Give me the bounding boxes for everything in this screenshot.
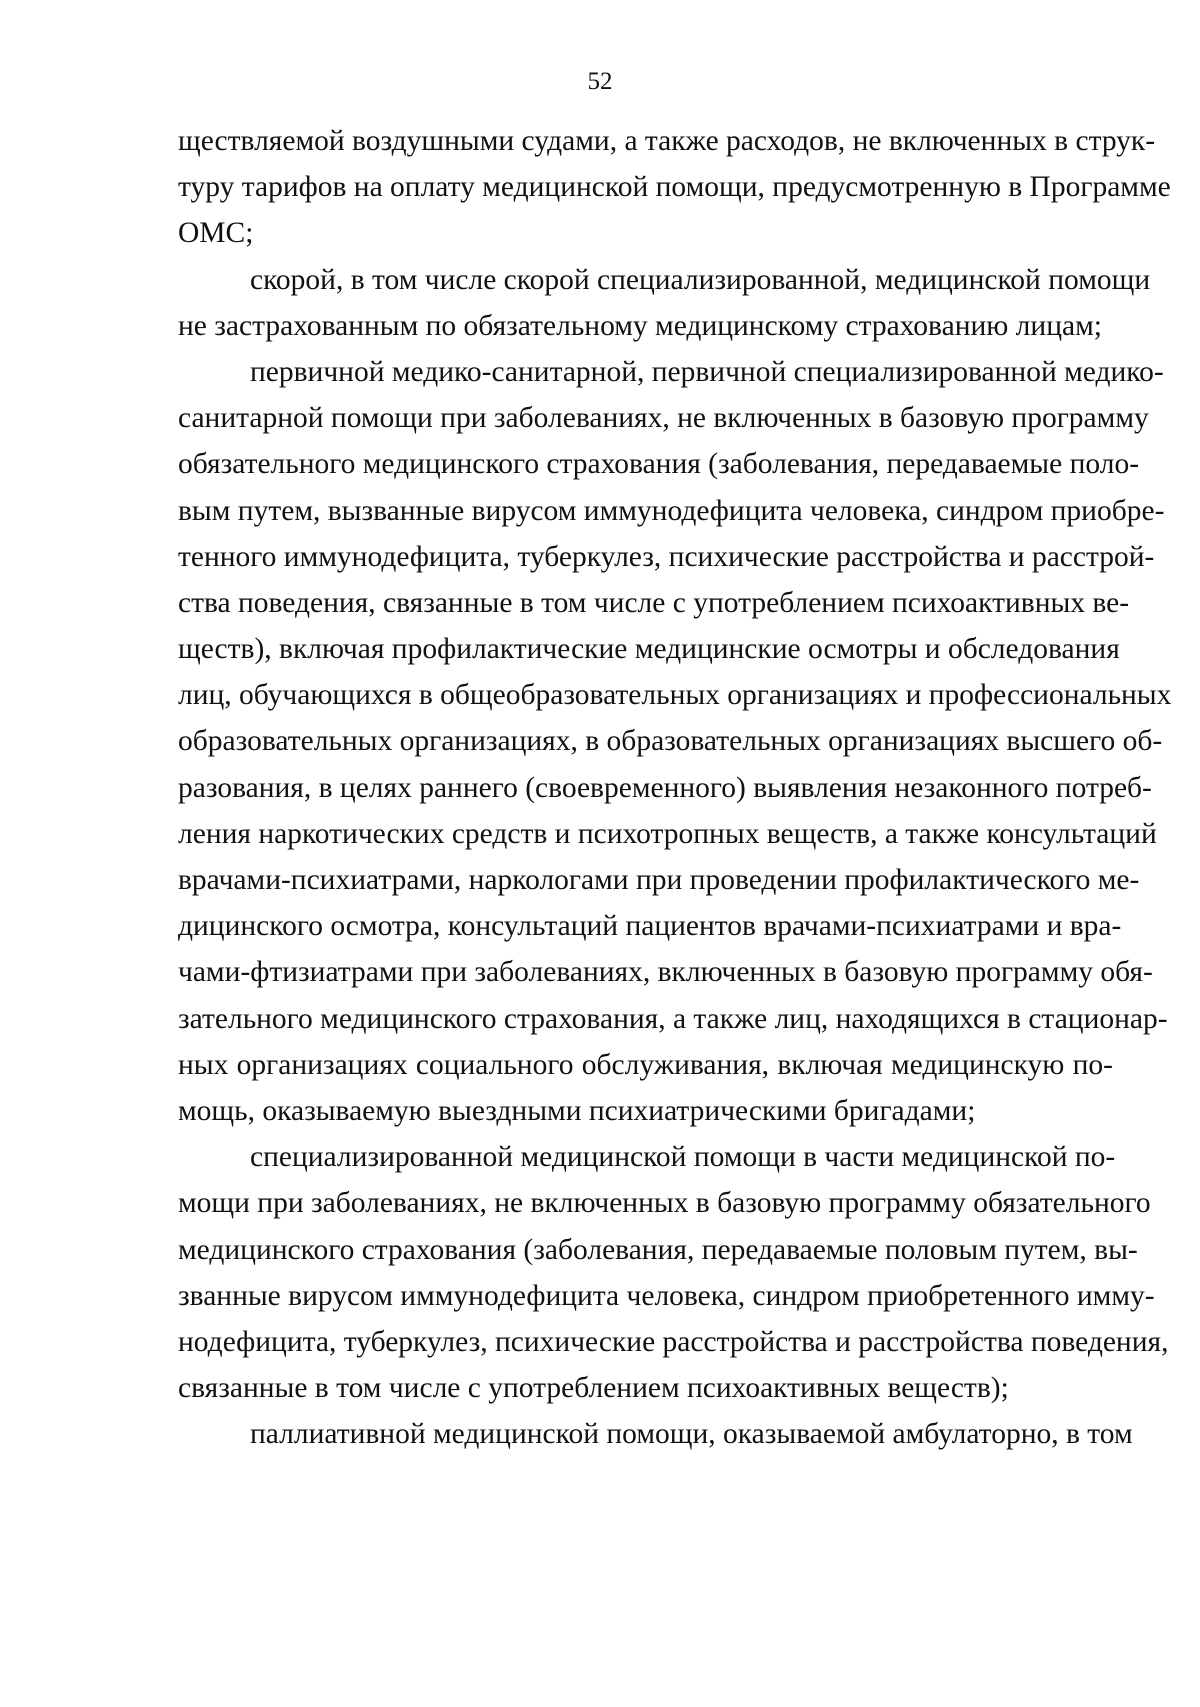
text-line: мощь, оказываемую выездными психиатрическими бригадами; xyxy=(178,1094,976,1127)
text-line: нодефицита, туберкулез, психические расстройства и расстройства поведения, xyxy=(178,1325,1169,1358)
text-line: паллиативной медицинской помощи, оказываемой амбулаторно, в том xyxy=(250,1418,1133,1451)
text-line: врачами-психиатрами, наркологами при проведении профилактического ме- xyxy=(178,864,1140,896)
text-line: туру тарифов на оплату медицинской помощи, предусмотренную в Программе xyxy=(178,171,1171,204)
body-text xyxy=(178,118,1172,1457)
text-line: специализированной медицинской помощи в части медицинской по- xyxy=(250,1141,1116,1174)
text-line: санитарной помощи при заболеваниях, не включенных в базовую программу xyxy=(178,402,1149,435)
text-line: первичной медико-санитарной, первичной специализированной медико- xyxy=(250,355,1164,388)
text-line: ства поведения, связанные в том числе с употреблением психоактивных ве- xyxy=(178,586,1130,619)
text-line: разования, в целях раннего (своевременного) выявления незаконного потреб- xyxy=(178,771,1152,804)
text-line: званные вирусом иммунодефицита человека, синдром приобретенного имму- xyxy=(178,1279,1155,1312)
text-line: вым путем, вызванные вирусом иммунодефицита человека, синдром приобре- xyxy=(178,494,1165,527)
text-line: скорой, в том числе скорой специализированной, медицинской помощи xyxy=(250,263,1151,296)
text-line: ОМС; xyxy=(178,217,254,250)
text-line: ществ), включая профилактические медицинские осмотры и обследования xyxy=(178,633,1120,666)
text-line: образовательных организациях, в образовательных организациях высшего об- xyxy=(178,725,1163,758)
text-line: ществляемой воздушными судами, а также расходов, не включенных в струк- xyxy=(178,125,1156,157)
text-line: связанные в том числе с употреблением психоактивных веществ); xyxy=(178,1372,1009,1405)
text-line: медицинского страхования (заболевания, передаваемые половым путем, вы- xyxy=(178,1233,1138,1266)
text-line: тенного иммунодефицита, туберкулез, психические расстройства и расстрой- xyxy=(178,540,1155,573)
text-line: не застрахованным по обязательному медицинскому страхованию лицам; xyxy=(178,309,1102,342)
text-line: зательного медицинского страхования, а также лиц, находящихся в стационар- xyxy=(178,1002,1168,1035)
text-line: ных организациях социального обслуживания, включая медицинскую по- xyxy=(178,1048,1113,1081)
text-line: лиц, обучающихся в общеобразовательных организациях и профессиональных xyxy=(178,679,1172,712)
text-line: мощи при заболеваниях, не включенных в базовую программу обязательного xyxy=(178,1187,1151,1220)
text-line: ления наркотических средств и психотропных веществ, а также консультаций xyxy=(178,817,1157,850)
page-number: 52 xyxy=(587,68,613,95)
text-line: дицинского осмотра, консультаций пациентов врачами-психиатрами и вра- xyxy=(178,910,1122,943)
text-line: чами-фтизиатрами при заболеваниях, включенных в базовую программу обя- xyxy=(178,956,1153,989)
text-line: обязательного медицинского страхования (заболевания, передаваемые поло- xyxy=(178,448,1140,481)
